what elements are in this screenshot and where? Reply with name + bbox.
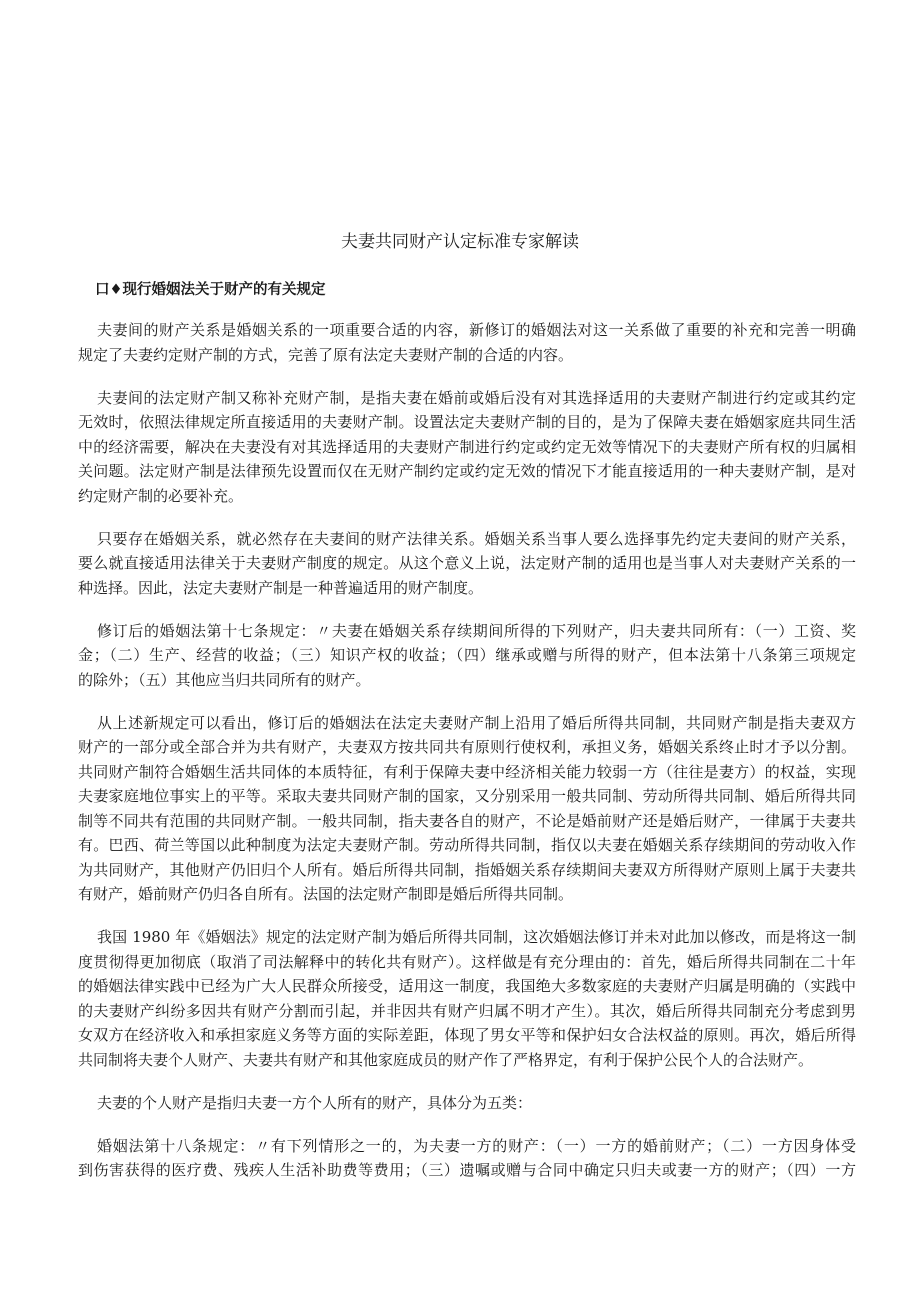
paragraph-line: 夫妻间的法定财产制又称补充财产制，是指夫妻在婚前或婚后没有对其选择适用的夫妻财产制进行约定或其约定 <box>97 388 856 407</box>
paragraph-line: 女双方在经济收入和承担家庭义务等方面的实际差距，体现了男女平等和保护妇女合法权益的原则。再次，婚后所得 <box>78 1026 856 1044</box>
paragraph-line: 我国 1980 年《婚姻法》规定的法定财产制为婚后所得共同制，这次婚姻法修订并未对此加以修改，而是将这一制 <box>97 928 856 946</box>
paragraph-line: 夫妻家庭地位事实上的平等。采取夫妻共同财产制的国家，又分别采用一般共同制、劳动所得共同制、婚后所得共同 <box>78 787 856 805</box>
paragraph-line: 只要存在婚姻关系，就必然存在夫妻间的财产法律关系。婚姻关系当事人要么选择事先约定夫妻间的财产关系， <box>97 529 856 548</box>
paragraph-line: 夫妻的个人财产是指归夫妻一方个人所有的财产，具体分为五类： <box>97 1093 533 1112</box>
paragraph-line: 从上述新规定可以看出，修订后的婚姻法在法定夫妻财产制上沿用了婚后所得共同制，共同财产制是指夫妻双方 <box>97 713 856 732</box>
paragraph <box>78 711 856 907</box>
paragraph <box>78 318 856 367</box>
paragraph-line: 规定了夫妻约定财产制的方式，完善了原有法定夫妻财产制的合适的内容。 <box>78 345 574 364</box>
paragraph-line: 中的经济需要，解决在夫妻没有对其选择适用的夫妻财产制进行约定或约定无效等情况下的夫妻财产所有权的归属相 <box>78 437 856 456</box>
paragraph-line: 到伤害获得的医疗费、残疾人生活补助费等费用；（三）遗嘱或赠与合同中确定只归夫或妻一方的财产；（四）一方 <box>78 1161 856 1179</box>
paragraph-line: 金；（二）生产、经营的收益；（三）知识产权的收益；（四）继承或赠与所得的财产，但本法第十八条第三项规定 <box>78 646 856 664</box>
paragraph-line: 度贯彻得更加彻底（取消了司法解释中的转化共有财产）。这样做是有充分理由的：首先，婚后所得共同制在二十年 <box>78 952 856 971</box>
paragraph-line: 无效时，依照法律规定所直接适用的夫妻财产制。设置法定夫妻财产制的目的，是为了保障夫妻在婚姻家庭共同生活 <box>78 413 856 431</box>
paragraph-line: 婚姻法第十八条规定：〃有下列情形之一的，为夫妻一方的财产：（一）一方的婚前财产；（二）一方因身体受 <box>97 1136 856 1155</box>
paragraph-line: 修订后的婚姻法第十七条规定：〃夫妻在婚姻关系存续期间所得的下列财产，归夫妻共同所有：（一）工资、奖 <box>97 621 856 640</box>
paragraph-line: 有财产，婚前财产仍归各自所有。法国的法定财产制即是婚后所得共同制。 <box>78 885 574 903</box>
document-body <box>78 318 856 1201</box>
section-heading: 口♦现行婚姻法关于财产的有关规定 <box>95 282 326 298</box>
paragraph-line: 为共同财产，其他财产仍旧归个人所有。婚后所得共同制，指婚姻关系存续期间夫妻双方所得财产原则上属于夫妻共 <box>78 860 856 879</box>
paragraph-line: 共同制将夫妻个人财产、夫妻共有财产和其他家庭成员的财产作了严格界定，有利于保护公民个人的合法财产。 <box>78 1050 814 1069</box>
paragraph <box>78 386 856 509</box>
paragraph-line: 的夫妻财产纠纷多因共有财产分割而引起，并非因共有财产归属不明才产生）。其次，婚后所得共同制充分考虑到男 <box>78 1001 856 1020</box>
paragraph-line: 财产的一部分或全部合并为共有财产，夫妻双方按共同共有原则行使权利，承担义务，婚姻关系终止时才予以分割。 <box>78 738 856 756</box>
paragraph <box>78 1134 856 1183</box>
paragraph <box>78 619 856 693</box>
paragraph-line: 夫妻间的财产关系是婚姻关系的一项重要合适的内容，新修订的婚姻法对这一关系做了重要的补充和完善一明确 <box>97 321 856 339</box>
paragraph-line: 种选择。因此，法定夫妻财产制是一种普遍适用的财产制度。 <box>78 578 484 597</box>
paragraph-line: 共同财产制符合婚姻生活共同体的本质特征，有利于保障夫妻中经济相关能力较弱一方（往往是妻方）的权益，实现 <box>78 762 856 781</box>
paragraph-line: 要么就直接适用法律关于夫妻财产制度的规定。从这个意义上说，法定财产制的适用也是当事人对夫妻财产关系的一 <box>78 554 856 572</box>
document-title: 夫妻共同财产认定标准专家解读 <box>341 232 579 252</box>
paragraph-line: 制等不同共有范围的共同财产制。一般共同制，指夫妻各自的财产，不论是婚前财产还是婚后财产，一律属于夫妻共 <box>78 811 856 830</box>
paragraph-line: 的婚姻法律实践中已经为广大人民群众所接受，适用这一制度，我国绝大多数家庭的夫妻财产归属是明确的（实践中 <box>78 977 856 995</box>
paragraph-line: 关问题。法定财产制是法律预先设置而仅在无财产制约定或约定无效的情况下才能直接适用的一种夫妻财产制，是对 <box>78 462 856 480</box>
paragraph <box>78 527 856 601</box>
paragraph-line: 的除外；（五）其他应当归共同所有的财产。 <box>78 670 371 689</box>
paragraph <box>78 925 856 1072</box>
paragraph-line: 约定财产制的必要补充。 <box>78 486 244 505</box>
paragraph <box>78 1091 856 1116</box>
paragraph-line: 有。巴西、荷兰等国以此种制度为法定夫妻财产制。劳动所得共同制，指仅以夫妻在婚姻关系存续期间的劳动收入作 <box>78 836 856 854</box>
